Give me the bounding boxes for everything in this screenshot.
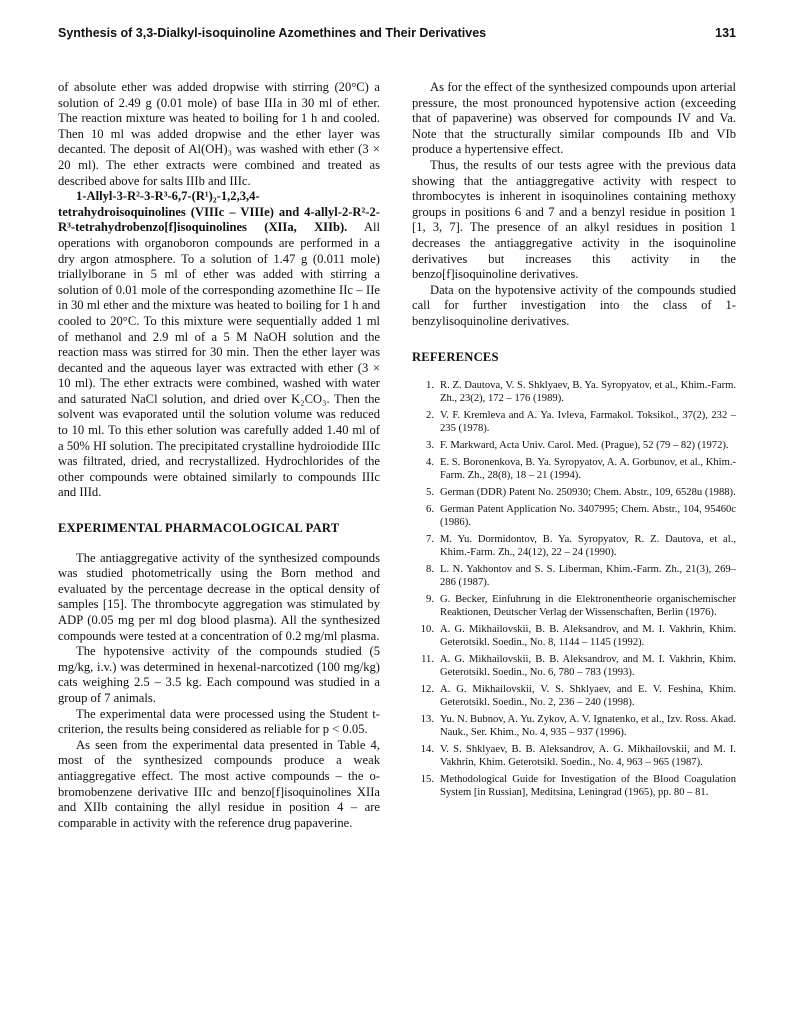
reference-text: R. Z. Dautova, V. S. Shklyaev, B. Ya. Syropyatov, et al., Khim.-Farm. Zh., 23(2), 172 – 176 (1989). — [440, 380, 736, 405]
right-column — [412, 80, 736, 803]
reference-item — [412, 713, 736, 739]
reference-item — [412, 533, 736, 559]
references-heading: REFERENCES — [412, 349, 499, 364]
reference-number: 14. — [420, 744, 434, 756]
reference-number: 7. — [426, 534, 434, 546]
references-list — [412, 379, 736, 799]
reference-item — [412, 486, 736, 499]
reference-item — [412, 563, 736, 589]
reference-item — [412, 743, 736, 769]
paragraph-text: All operations with organoboron compounds are performed in a dry argon atmosphere. To a solution of 1.47 g (0.011 mole) triallylborane in 5 ml of ether was added with stirring a solution of 0.01 mole of the corresponding azomethine IIc – IIe in 30 ml ether and the mixture was heated to boiling for 1 h and cooled to 20°C. To this mixture were sequentially added 1 ml of methanol and 2.9 ml of a 5 M NaOH solution and the reaction mass was stirred for 30 min. Then the ether layer was decanted and the aqueous layer was extracted with ether (3 × 10 ml). The ether extracts were combined, washed with water and saturated NaCl solution, and dried over K₂CO₃. Then the solvent was evaporated until the solution volume was reduced to 10 ml. To this ether solution was carefully added 1.40 ml of a 50% HI solution. The precipitated crystalline hydroiodide IIIc was filtrated, dried, and recrystallized. Hydrochlorides of the other compounds were obtained similarly to compounds IIIc and IIId. — [58, 220, 380, 500]
reference-text: A. G. Mikhailovskii, B. B. Aleksandrov, and M. I. Vakhrin, Khim. Geterotsikl. Soedin., No. 8, 1144 – 1145 (1992). — [440, 624, 736, 649]
reference-number: 13. — [420, 714, 434, 726]
running-header — [58, 26, 736, 46]
reference-number: 8. — [426, 564, 434, 576]
reference-text: German Patent Application No. 3407995; Chem. Abstr., 104, 95460c (1986). — [440, 504, 736, 529]
paragraph: Data on the hypotensive activity of the compounds studied call for further investigation into the class of 1-benzylisoquinoline derivatives. — [412, 282, 736, 328]
reference-item — [412, 379, 736, 405]
reference-text: E. S. Boronenkova, B. Ya. Syropyatov, A. A. Gorbunov, et al., Khim.-Farm. Zh., 28(8), 18 – 21 (1994). — [440, 457, 736, 482]
reference-text: Methodological Guide for Investigation of the Blood Coagulation System [in Russian], Meditsina, Leningrad (1965), pp. 80 – 81. — [440, 774, 736, 799]
page-number: 131 — [715, 26, 736, 40]
compound-heading: 1-Allyl-3-R²-3-R³-6,7-(R¹)₂-1,2,3,4-tetrahydroisoquinolines (VIIIc – VIIIe) and 4-allyl-2-R²-2-R³-tetrahydrobenzo[f]isoquinolines (XIIa, XIIb). — [58, 189, 380, 235]
reference-number: 11. — [421, 654, 434, 666]
paragraph: The antiaggregative activity of the synthesized compounds was studied photometrically using the Born method and evaluated by the percentage decrease in the optical density of samples [15]. The thrombocyte aggregation was stimulated by ADP (0.05 mg per ml dog blood plasma). All the synthesized compounds were tested at a concentration of 0.2 mg/ml plasma. — [58, 550, 380, 643]
paragraph: As seen from the experimental data presented in Table 4, most of the synthesized compounds produce a weak antiaggregative effect. The most active compounds – the o-bromobenzene derivative IIIc and benzo[f]isoquinolines XIIa and XIIb containing the allyl residue in position 4 – are comparable in activity with the reference drug papaverine. — [58, 737, 380, 830]
reference-text: A. G. Mikhailovskii, B. B. Aleksandrov, and M. I. Vakhrin, Khim. Geterotsikl. Soedin., No. 6, 780 – 783 (1993). — [440, 654, 736, 679]
reference-item — [412, 653, 736, 679]
reference-item — [412, 503, 736, 529]
reference-text: V. F. Kremleva and A. Ya. Ivleva, Farmakol. Toksikol., 37(2), 232 – 235 (1978). — [440, 410, 736, 435]
paragraph: The hypotensive activity of the compounds studied (5 mg/kg, i.v.) was determined in hexenal-narcotized (100 mg/kg) cats weighing 2.5 – 3.5 kg. Each compound was studied in a group of 7 animals. — [58, 644, 380, 705]
reference-text: Yu. N. Bubnov, A. Yu. Zykov, A. V. Ignatenko, et al., Izv. Ross. Akad. Nauk., Ser. Khim., No. 4, 935 – 937 (1996). — [440, 714, 736, 739]
reference-text: M. Yu. Dormidontov, B. Ya. Syropyatov, R. Z. Dautova, et al., Khim.-Farm. Zh., 24(12), 22 – 24 (1990). — [440, 534, 736, 559]
section-heading: EXPERIMENTAL PHARMACOLOGICAL PART — [58, 521, 340, 536]
reference-number: 15. — [420, 774, 434, 786]
reference-text: V. S. Shklyaev, B. B. Aleksandrov, A. G. Mikhailovskii, and M. I. Vakhrin, Khim. Geterotsikl. Soedin., No. 4, 963 – 965 (1987). — [440, 744, 736, 769]
paragraph: The experimental data were processed using the Student t-criterion, the results being considered as reliable for p < 0.05. — [58, 706, 380, 737]
reference-text: G. Becker, Einfuhrung in die Elektronentheorie organischemischer Reaktionen, Deutscher Verlag der Wissenschaften, Berlin (1976). — [440, 594, 736, 619]
reference-item — [412, 593, 736, 619]
paragraph: of absolute ether was added dropwise with stirring (20°C) a solution of 2.49 g (0.01 mole) of base IIIa in 30 ml of ether. The reaction mixture was heated to boiling for 1 h and cooled. Then 10 ml was added dropwise and the ether layer was decanted. The deposit of Al(OH)₃ was washed with ether (3 × 20 ml). The ether extracts were combined and treated as described above for salts IIIb and IIIc. — [58, 80, 380, 188]
reference-number: 5. — [426, 487, 434, 499]
reference-item — [412, 409, 736, 435]
paragraph: Thus, the results of our tests agree with the previous data showing that the antiaggregative activity with respect to thrombocytes is inherent in isoquinolines containing methoxy groups in positions 6 and 7 and a benzyl residue in position 1 [1, 3, 7]. The presence of an alkyl residues in position 1 decreases the antiaggregative activity in the isoquinoline derivatives but increases this activity in the benzo[f]isoquinoline derivatives. — [412, 157, 736, 282]
reference-number: 9. — [426, 594, 434, 606]
reference-number: 12. — [420, 684, 434, 696]
reference-number: 3. — [426, 440, 434, 452]
reference-number: 2. — [426, 410, 434, 422]
reference-item — [412, 683, 736, 709]
paragraph — [58, 189, 380, 501]
reference-item — [412, 773, 736, 799]
reference-text: L. N. Yakhontov and S. S. Liberman, Khim.-Farm. Zh., 21(3), 269–286 (1987). — [440, 564, 736, 589]
reference-item — [412, 623, 736, 649]
reference-number: 10. — [420, 624, 434, 636]
reference-number: 4. — [426, 457, 434, 469]
reference-text: F. Markward, Acta Univ. Carol. Med. (Prague), 52 (79 – 82) (1972). — [440, 440, 729, 452]
reference-item — [412, 439, 736, 452]
reference-text: German (DDR) Patent No. 250930; Chem. Abstr., 109, 6528u (1988). — [440, 487, 736, 499]
reference-number: 1. — [426, 380, 434, 392]
paragraph: As for the effect of the synthesized compounds upon arterial pressure, the most pronounced hypotensive action (exceeding that of papaverine) was observed for compounds IV and Va. Note that the structurally similar compounds IIb and VIb produce a hypertensive effect. — [412, 80, 736, 157]
left-column — [58, 80, 380, 831]
reference-text: A. G. Mikhailovskii, V. S. Shklyaev, and E. V. Feshina, Khim. Geterotsikl. Soedin., No. 2, 236 – 240 (1998). — [440, 684, 736, 709]
running-title: Synthesis of 3,3-Dialkyl-isoquinoline Azomethines and Their Derivatives — [58, 26, 487, 40]
reference-item — [412, 456, 736, 482]
reference-number: 6. — [426, 504, 434, 516]
